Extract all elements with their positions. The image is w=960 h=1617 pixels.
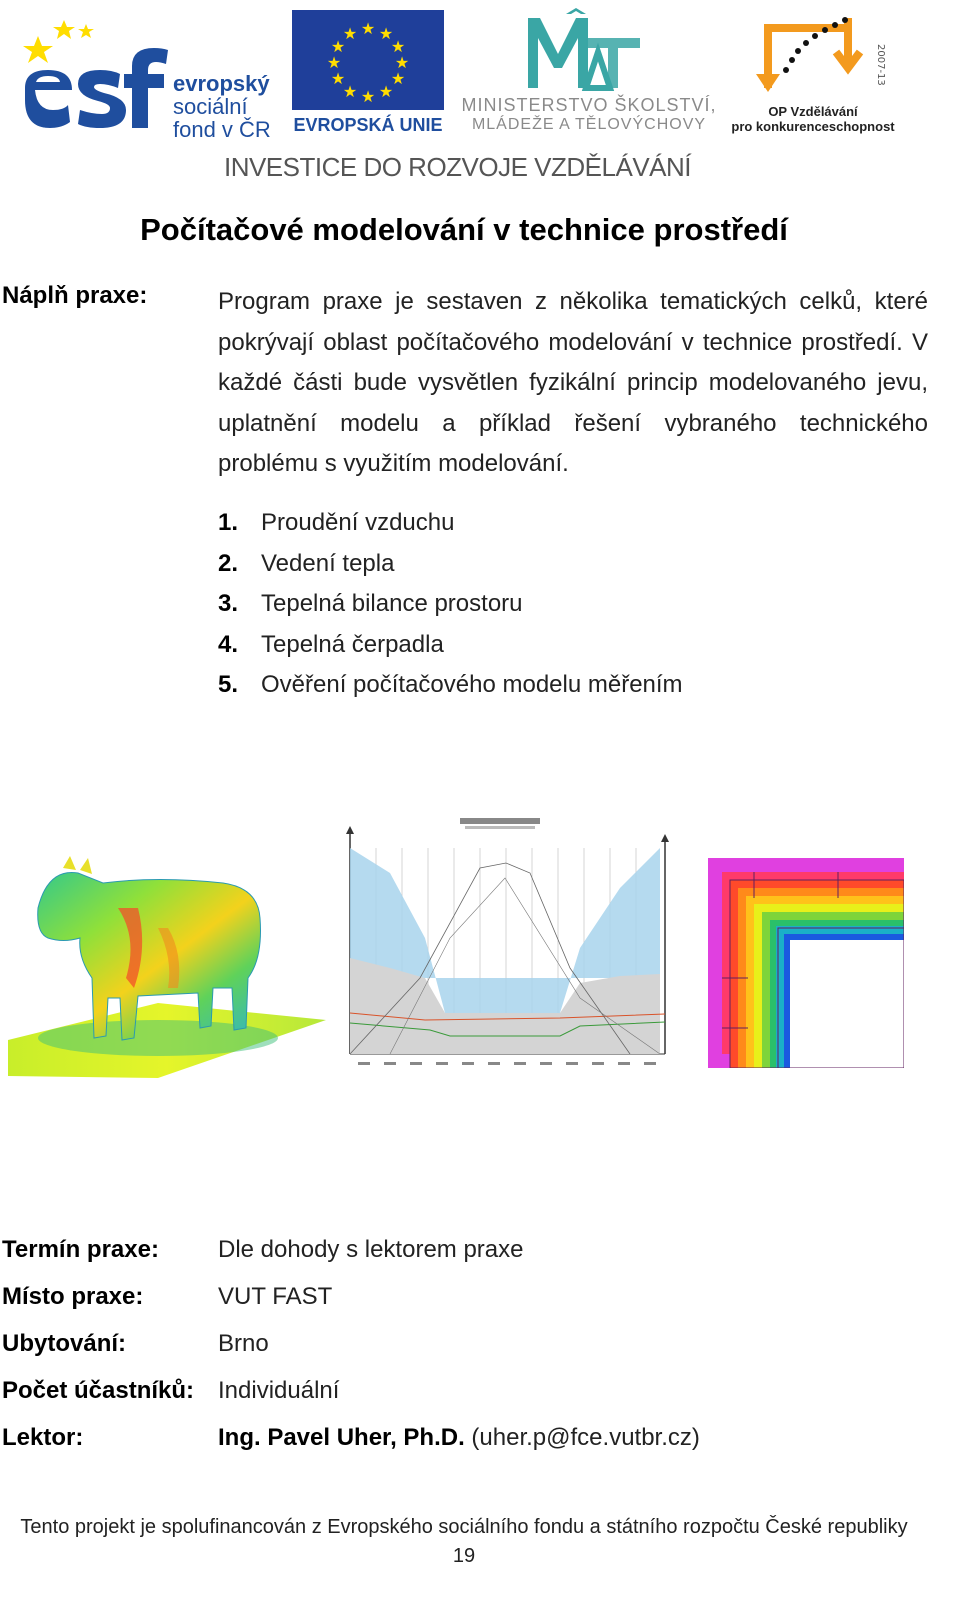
list-item-text: Tepelná čerpadla — [261, 630, 444, 658]
svg-text:★: ★ — [330, 37, 346, 56]
termin-value: Dle dohody s lektorem praxe — [218, 1236, 524, 1263]
list-item-number: 3. — [218, 590, 239, 617]
ubytovani-label: Ubytování: — [2, 1330, 127, 1357]
list-item-text: Ověření počítačového modelu měřením — [261, 671, 683, 698]
svg-text:★: ★ — [378, 24, 394, 43]
list-item-text: Proudění vzduchu — [261, 509, 455, 536]
list-item — [218, 625, 683, 666]
napln-text: Program praxe je sestaven z několika tematických celků, které pokrývají oblast počítačového modelování v technice prostředí. V každé části bude vysvětlen fyzikální princip modelovaného jevu, uplatnění modelu a příklad řešení vybraného technického problému s využitím modelování. — [218, 288, 928, 477]
svg-text:★: ★ — [378, 82, 394, 101]
esf-text-line2: sociální — [173, 94, 248, 119]
list-item-number: 4. — [218, 630, 239, 658]
cow-cfd-image — [8, 848, 328, 1078]
op-vzdelavani-logo — [728, 8, 898, 138]
header-logos — [0, 0, 960, 190]
page-title: Počítačové modelování v technice prostředí — [140, 212, 788, 247]
list-item-number: 1. — [218, 509, 239, 536]
eu-flag-icon — [292, 10, 444, 110]
msmt-text-line2: MLÁDEŽE A TĚLOVÝCHOVY — [471, 116, 707, 133]
msmt-mark-icon — [458, 8, 720, 96]
ubytovani-value: Brno — [218, 1330, 269, 1357]
svg-text:★: ★ — [342, 82, 358, 101]
op-text-line1: OP Vzdělávání — [768, 104, 858, 119]
lektor-label: Lektor: — [2, 1424, 84, 1451]
topic-list — [218, 503, 683, 706]
list-item-number: 2. — [218, 549, 239, 577]
list-item — [218, 544, 683, 585]
misto-label: Místo praxe: — [2, 1283, 144, 1310]
lektor-value — [218, 1424, 700, 1452]
thermal-corner-image — [708, 858, 904, 1068]
op-text-line2: pro konkurenceschopnost — [731, 119, 895, 134]
svg-text:★: ★ — [390, 69, 406, 88]
msmt-logo — [458, 8, 720, 138]
pocet-ucastniku-value: Individuální — [218, 1377, 340, 1404]
list-item-text: Vedení tepla — [261, 549, 395, 577]
list-item — [218, 584, 683, 625]
op-arrow-icon — [728, 8, 898, 100]
op-text — [728, 104, 898, 134]
svg-text:★: ★ — [330, 69, 346, 88]
list-item-number: 5. — [218, 671, 239, 698]
msmt-text-line1: MINISTERSTVO ŠKOLSTVÍ, — [461, 95, 717, 115]
msmt-text — [458, 96, 720, 134]
svg-text:★: ★ — [360, 19, 376, 38]
svg-text:★: ★ — [390, 37, 406, 56]
eu-label: EVROPSKÁ UNIE — [293, 115, 443, 135]
page-number: 19 — [452, 1545, 476, 1567]
esf-text-line1: evropský — [173, 71, 270, 96]
esf-logo — [20, 10, 285, 140]
heat-pump-chart-image — [330, 818, 690, 1073]
svg-text:★: ★ — [326, 53, 342, 72]
esf-mark-icon — [20, 10, 170, 135]
list-item — [218, 503, 683, 544]
eu-logo — [292, 10, 444, 135]
footer-funding-note: Tento projekt je spolufinancován z Evropského sociálního fondu a státního rozpočtu České republiky — [20, 1516, 908, 1538]
investice-tagline: INVESTICE DO ROZVOJE VZDĚLÁVÁNÍ — [223, 152, 692, 182]
lektor-email: (uher.p@fce.vutbr.cz) — [471, 1424, 700, 1451]
misto-value: VUT FAST — [218, 1283, 333, 1310]
pocet-ucastniku-label: Počet účastníků: — [2, 1377, 195, 1404]
termin-label: Termín praxe: — [2, 1236, 159, 1263]
svg-text:2007-13: 2007-13 — [875, 44, 886, 86]
svg-text:★: ★ — [360, 87, 376, 106]
napln-label: Náplň praxe: — [2, 282, 148, 309]
esf-text — [173, 72, 271, 141]
esf-text-line3: fond v ČR — [173, 117, 271, 142]
list-item — [218, 665, 683, 706]
list-item-text: Tepelná bilance prostoru — [261, 590, 523, 617]
svg-text:★: ★ — [342, 24, 358, 43]
lektor-name: Ing. Pavel Uher, Ph.D. — [218, 1424, 465, 1451]
svg-text:★: ★ — [394, 53, 410, 72]
